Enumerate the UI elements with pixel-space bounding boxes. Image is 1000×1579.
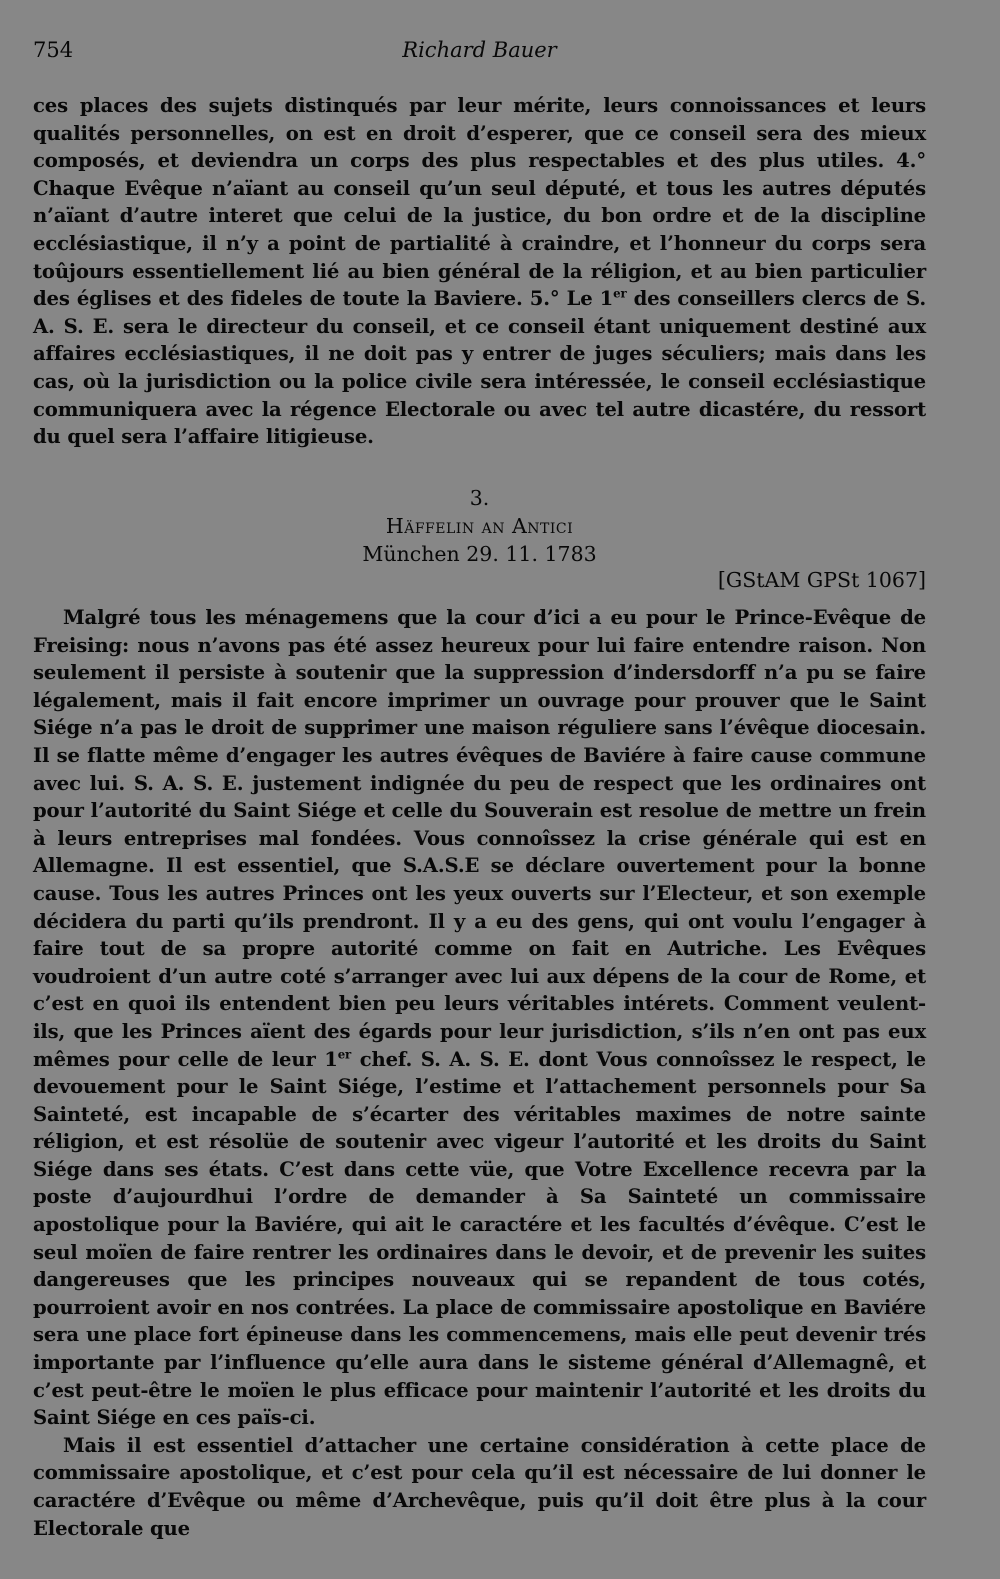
continuation-text-part-1: ces places des sujets distinqués par leur mérite, leurs connoissances et leurs qualités personnelles, on est en droit d’esperer, que ce conseil sera des mieux composés, et deviendra un corps des plus respectables et des plus utiles. 4.° Chaque Evêque n’aïant au conseil qu’un seul député, et tous les autres députés n’aïant d’autre interet que celui de la justice, du bon ordre et de la discipline ecclésiastique, il n’y a point de partialité à craindre, et l’honneur du corps sera toûjours essentiellement lié au bien général de la réligion, et au bien particulier des églises et des fideles de toute la Baviere. 5.° Le 1	[33, 94, 926, 311]
letter-paragraph-2: Mais il est essentiel d’attacher une certaine considération à cette place de commissaire apostolique, et c’est pour cela qu’il est nécessaire de lui donner le caractére d’Evêque ou même d’Archevêque, puis qu’il doit être plus à la cour Electorale que	[33, 1433, 926, 1540]
letter-paragraph-1-part-b: chef. S. A. S. E. dont Vous connoîssez le respect, le devouement pour le Saint Siége, l’estime et l’attachement personnels pour Sa Sainteté, est incapable de s’écarter des véritables maximes de notre sainte réligion, et est résolüe de soutenir avec vigeur l’autorité et les droits du Saint Siége dans ses états. C’est dans cette vüe, que Votre Excellence recevra par la poste d’aujourdhui l’ordre de demander à Sa Sainteté un commissaire apostolique pour la Baviére, qui ait le caractére et les facultés d’évêque. C’est le seul moïen de faire rentrer les ordinaires dans le devoir, et de prevenir les suites dangereuses que les principes nouveaux qui se repandent de tous cotés, pourroient avoir en nos contrées. La place de commissaire apostolique en Baviére sera une place fort épineuse dans les commencemens, mais elle peut devenir trés importante par l’influence qu’elle aura dans le sisteme général d’Allemagnê, et c’est peut-être le moïen le plus efficace pour maintenir l’autorité et les droits du Saint Siége en ces païs-ci.	[33, 1047, 926, 1430]
letter-paragraph-1-part-a: Malgré tous les ménagemens que la cour d’ici a eu pour le Prince-Evêque de Freising: nous n’avons pas été assez heureux pour lui faire entendre raison. Non seulement il persiste à soutenir que la suppression d’indersdorff n’a pu se faire légalement, mais il fait encore imprimer un ouvrage pour prouver que le Saint Siége n’a pas le droit de supprimer une maison réguliere sans l’évêque diocesain. Il se flatte même d’engager les autres évêques de Baviére à faire cause commune avec lui. S. A. S. E. justement indignée du peu de respect que les ordinaires ont pour l’autorité du Saint Siége et celle du Souverain est resolue de mettre un frein à leurs entreprises mal fondées. Vous connoîssez la crise générale qui est en Allemagne. Il est essentiel, que S.A.S.E se déclare ouvertement pour la bonne cause. Tous les autres Princes ont les yeux ouverts sur l’Electeur, et son exemple décidera du parti qu’ils prendront. Il y a eu des gens, qui ont voulu l’engager à faire tout de sa propre autorité comme on fait en Autriche. Les Evêques voudroient d’un autre coté s’arranger avec lui aux dépens de la cour de Rome, et c’est en quoi ils entendent bien peu leurs véritables intérets. Comment veulent-ils, que les Princes aïent des égards pour leur jurisdiction, s’ils n’en ont pas eux mêmes pour celle de leur 1	[33, 606, 926, 1071]
document-header	[33, 484, 926, 568]
archive-reference: [GStAM GPSt 1067]	[717, 568, 926, 592]
page-number: 754	[33, 38, 74, 62]
running-title: Richard Bauer	[402, 38, 557, 62]
continuation-paragraph	[33, 92, 926, 451]
superscript: er	[337, 1046, 352, 1061]
document-number: 3.	[469, 486, 490, 510]
document-place-date: München 29. 11. 1783	[362, 542, 597, 566]
continuation-text-part-2: des conseillers clercs de S. A. S. E. sera le directeur du conseil, et ce conseil étant uniquement destiné aux affaires ecclésiastiques, il ne doit pas y entrer de juges séculiers; mais dans les cas, où la jurisdiction ou la police civile sera intéressée, le conseil ecclésiastique communiquera avec la régence Electorale ou avec tel autre dicastére, du ressort du quel sera l’affaire litigieuse.	[33, 287, 926, 449]
letter-body	[33, 604, 926, 1542]
superscript: er	[613, 286, 627, 301]
continuation-text	[33, 92, 926, 451]
letter-paragraph-1	[33, 604, 926, 1432]
running-head	[33, 38, 926, 68]
document-parties: Häffelin an Antici	[385, 514, 574, 538]
